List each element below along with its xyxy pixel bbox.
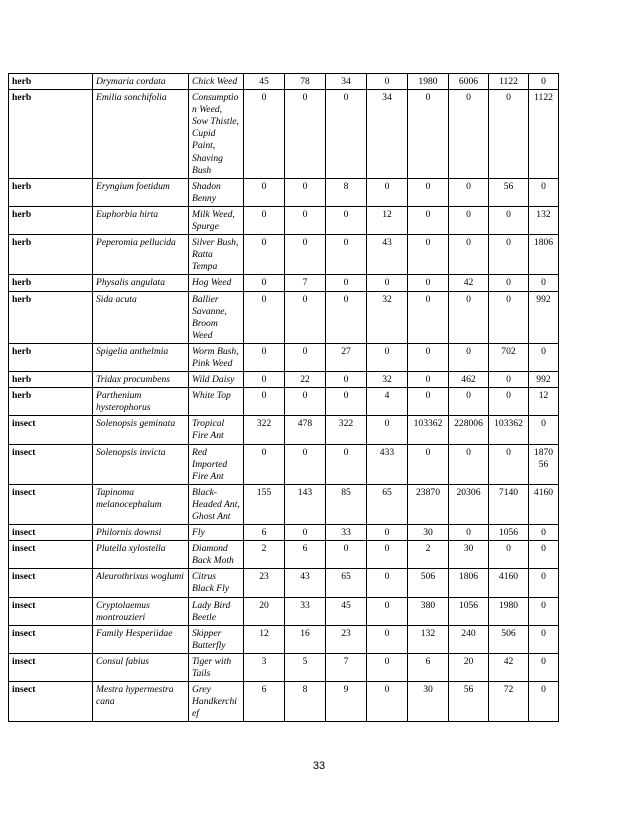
- value-cell: 0: [489, 541, 529, 569]
- table-body: [9, 74, 559, 722]
- table-row: [9, 275, 559, 291]
- value-cell: 0: [408, 444, 449, 484]
- table-row: [9, 372, 559, 388]
- value-cell: 0: [244, 235, 285, 275]
- value-cell: 43: [367, 235, 408, 275]
- value-cell: 23870: [408, 484, 449, 524]
- common-name-cell: Fly: [189, 525, 244, 541]
- scientific-name-cell: Drymaria cordata: [93, 74, 189, 90]
- organism-type-cell: insect: [9, 416, 93, 444]
- value-cell: 16: [285, 625, 326, 653]
- value-cell: 0: [367, 625, 408, 653]
- value-cell: 4160: [529, 484, 559, 524]
- common-name-cell: White Top: [189, 388, 244, 416]
- scientific-name-cell: Aleurothrixus woglumi: [93, 569, 189, 597]
- scientific-name-cell: Eryngium foetidum: [93, 178, 189, 206]
- value-cell: 0: [367, 525, 408, 541]
- common-name-cell: Silver Bush, Ratta Tempa: [189, 235, 244, 275]
- scientific-name-cell: Solenopsis invicta: [93, 444, 189, 484]
- value-cell: 65: [326, 569, 367, 597]
- value-cell: 0: [285, 291, 326, 343]
- value-cell: 12: [367, 206, 408, 234]
- value-cell: 7: [326, 653, 367, 681]
- value-cell: 0: [408, 206, 449, 234]
- value-cell: 0: [367, 74, 408, 90]
- species-table: [8, 73, 559, 722]
- value-cell: 0: [529, 682, 559, 722]
- value-cell: 6: [244, 682, 285, 722]
- scientific-name-cell: Peperomia pellucida: [93, 235, 189, 275]
- value-cell: 0: [449, 388, 489, 416]
- value-cell: 0: [449, 90, 489, 179]
- common-name-cell: Lady Bird Beetle: [189, 597, 244, 625]
- value-cell: 0: [244, 343, 285, 371]
- value-cell: 0: [285, 444, 326, 484]
- value-cell: 0: [367, 541, 408, 569]
- page-number: 33: [312, 760, 326, 772]
- value-cell: 0: [449, 525, 489, 541]
- value-cell: 187056: [529, 444, 559, 484]
- value-cell: 7140: [489, 484, 529, 524]
- value-cell: 0: [529, 74, 559, 90]
- value-cell: 45: [244, 74, 285, 90]
- organism-type-cell: herb: [9, 275, 93, 291]
- value-cell: 0: [326, 275, 367, 291]
- organism-type-cell: insect: [9, 541, 93, 569]
- value-cell: 702: [489, 343, 529, 371]
- value-cell: 0: [367, 416, 408, 444]
- value-cell: 0: [367, 682, 408, 722]
- table-row: [9, 597, 559, 625]
- value-cell: 0: [285, 90, 326, 179]
- value-cell: 0: [529, 416, 559, 444]
- table-row: [9, 416, 559, 444]
- common-name-cell: Shadon Benny: [189, 178, 244, 206]
- value-cell: 20: [244, 597, 285, 625]
- value-cell: 478: [285, 416, 326, 444]
- value-cell: 132: [529, 206, 559, 234]
- value-cell: 240: [449, 625, 489, 653]
- table-row: [9, 291, 559, 343]
- scientific-name-cell: Solenopsis geminata: [93, 416, 189, 444]
- value-cell: 0: [367, 653, 408, 681]
- value-cell: 0: [326, 388, 367, 416]
- value-cell: 1122: [529, 90, 559, 179]
- value-cell: 462: [449, 372, 489, 388]
- scientific-name-cell: Family Hesperiidae: [93, 625, 189, 653]
- value-cell: 992: [529, 291, 559, 343]
- value-cell: 0: [489, 90, 529, 179]
- scientific-name-cell: Emilia sonchifolia: [93, 90, 189, 179]
- table-row: [9, 388, 559, 416]
- scientific-name-cell: Philornis downsi: [93, 525, 189, 541]
- table-row: [9, 541, 559, 569]
- value-cell: 5: [285, 653, 326, 681]
- value-cell: 0: [408, 343, 449, 371]
- organism-type-cell: herb: [9, 206, 93, 234]
- scientific-name-cell: Consul fabius: [93, 653, 189, 681]
- value-cell: 27: [326, 343, 367, 371]
- value-cell: 0: [285, 525, 326, 541]
- value-cell: 42: [449, 275, 489, 291]
- scientific-name-cell: Tridax procumbens: [93, 372, 189, 388]
- value-cell: 1980: [408, 74, 449, 90]
- value-cell: 506: [408, 569, 449, 597]
- table-row: [9, 625, 559, 653]
- value-cell: 103362: [489, 416, 529, 444]
- value-cell: 0: [529, 525, 559, 541]
- table-row: [9, 90, 559, 179]
- value-cell: 0: [489, 372, 529, 388]
- value-cell: 0: [489, 206, 529, 234]
- organism-type-cell: insect: [9, 597, 93, 625]
- table-row: [9, 206, 559, 234]
- common-name-cell: Wild Daisy: [189, 372, 244, 388]
- value-cell: 0: [449, 206, 489, 234]
- value-cell: 6: [244, 525, 285, 541]
- value-cell: 42: [489, 653, 529, 681]
- value-cell: 103362: [408, 416, 449, 444]
- value-cell: 0: [326, 372, 367, 388]
- value-cell: 30: [408, 682, 449, 722]
- organism-type-cell: insect: [9, 484, 93, 524]
- value-cell: 33: [326, 525, 367, 541]
- organism-type-cell: herb: [9, 372, 93, 388]
- value-cell: 0: [326, 541, 367, 569]
- common-name-cell: Tropical Fire Ant: [189, 416, 244, 444]
- value-cell: 0: [244, 388, 285, 416]
- value-cell: 0: [449, 291, 489, 343]
- value-cell: 0: [489, 444, 529, 484]
- table-row: [9, 569, 559, 597]
- value-cell: 0: [408, 388, 449, 416]
- organism-type-cell: herb: [9, 291, 93, 343]
- value-cell: 0: [529, 625, 559, 653]
- common-name-cell: Diamond Back Moth: [189, 541, 244, 569]
- value-cell: 34: [326, 74, 367, 90]
- scientific-name-cell: Physalis angulata: [93, 275, 189, 291]
- value-cell: 0: [367, 597, 408, 625]
- value-cell: 0: [449, 235, 489, 275]
- value-cell: 992: [529, 372, 559, 388]
- common-name-cell: Red Imported Fire Ant: [189, 444, 244, 484]
- value-cell: 0: [326, 235, 367, 275]
- table-row: [9, 74, 559, 90]
- value-cell: 0: [449, 343, 489, 371]
- value-cell: 56: [489, 178, 529, 206]
- value-cell: 12: [244, 625, 285, 653]
- value-cell: 0: [489, 235, 529, 275]
- value-cell: 143: [285, 484, 326, 524]
- value-cell: 1806: [449, 569, 489, 597]
- value-cell: 0: [408, 275, 449, 291]
- value-cell: 0: [244, 206, 285, 234]
- table-row: [9, 235, 559, 275]
- common-name-cell: Worm Bush, Pink Weed: [189, 343, 244, 371]
- value-cell: 0: [285, 235, 326, 275]
- value-cell: 0: [285, 343, 326, 371]
- table-row: [9, 178, 559, 206]
- value-cell: 22: [285, 372, 326, 388]
- value-cell: 1980: [489, 597, 529, 625]
- value-cell: 0: [244, 291, 285, 343]
- scientific-name-cell: Plutella xylostella: [93, 541, 189, 569]
- value-cell: 2: [244, 541, 285, 569]
- scientific-name-cell: Cryptolaemus montrouzieri: [93, 597, 189, 625]
- organism-type-cell: insect: [9, 444, 93, 484]
- organism-type-cell: herb: [9, 74, 93, 90]
- value-cell: 0: [408, 178, 449, 206]
- scientific-name-cell: Parthenium hysterophorus: [93, 388, 189, 416]
- value-cell: 0: [244, 372, 285, 388]
- common-name-cell: Citrus Black Fly: [189, 569, 244, 597]
- value-cell: 45: [326, 597, 367, 625]
- organism-type-cell: insect: [9, 525, 93, 541]
- value-cell: 0: [244, 90, 285, 179]
- value-cell: 0: [367, 569, 408, 597]
- value-cell: 1122: [489, 74, 529, 90]
- common-name-cell: Consumption Weed, Sow Thistle, Cupid Paint, Shaving Bush: [189, 90, 244, 179]
- common-name-cell: Skipper Butterfly: [189, 625, 244, 653]
- value-cell: 0: [367, 275, 408, 291]
- value-cell: 12: [529, 388, 559, 416]
- value-cell: 0: [529, 275, 559, 291]
- value-cell: 0: [529, 178, 559, 206]
- value-cell: 0: [326, 90, 367, 179]
- value-cell: 0: [449, 178, 489, 206]
- table-row: [9, 682, 559, 722]
- value-cell: 322: [244, 416, 285, 444]
- common-name-cell: Chick Weed: [189, 74, 244, 90]
- value-cell: 380: [408, 597, 449, 625]
- organism-type-cell: herb: [9, 343, 93, 371]
- value-cell: 0: [285, 178, 326, 206]
- value-cell: 0: [367, 178, 408, 206]
- common-name-cell: Grey Handkerchief: [189, 682, 244, 722]
- common-name-cell: Tiger with Tails: [189, 653, 244, 681]
- value-cell: 322: [326, 416, 367, 444]
- table-row: [9, 343, 559, 371]
- organism-type-cell: insect: [9, 682, 93, 722]
- value-cell: 8: [285, 682, 326, 722]
- value-cell: 0: [489, 388, 529, 416]
- value-cell: 43: [285, 569, 326, 597]
- value-cell: 4: [367, 388, 408, 416]
- value-cell: 0: [285, 388, 326, 416]
- value-cell: 1056: [489, 525, 529, 541]
- organism-type-cell: insect: [9, 569, 93, 597]
- value-cell: 433: [367, 444, 408, 484]
- value-cell: 8: [326, 178, 367, 206]
- organism-type-cell: herb: [9, 90, 93, 179]
- value-cell: 0: [529, 653, 559, 681]
- scientific-name-cell: Euphorbia hirta: [93, 206, 189, 234]
- value-cell: 4160: [489, 569, 529, 597]
- table-row: [9, 525, 559, 541]
- value-cell: 23: [244, 569, 285, 597]
- organism-type-cell: herb: [9, 235, 93, 275]
- table-row: [9, 653, 559, 681]
- value-cell: 0: [367, 343, 408, 371]
- value-cell: 32: [367, 291, 408, 343]
- value-cell: 0: [529, 343, 559, 371]
- common-name-cell: Black-Headed Ant, Ghost Ant: [189, 484, 244, 524]
- value-cell: 0: [408, 372, 449, 388]
- scientific-name-cell: Mestra hypermestra cana: [93, 682, 189, 722]
- organism-type-cell: insect: [9, 653, 93, 681]
- value-cell: 0: [408, 90, 449, 179]
- value-cell: 0: [529, 597, 559, 625]
- value-cell: 7: [285, 275, 326, 291]
- value-cell: 0: [244, 275, 285, 291]
- table-row: [9, 484, 559, 524]
- value-cell: 0: [449, 444, 489, 484]
- value-cell: 23: [326, 625, 367, 653]
- value-cell: 0: [244, 444, 285, 484]
- value-cell: 9: [326, 682, 367, 722]
- value-cell: 0: [529, 569, 559, 597]
- value-cell: 85: [326, 484, 367, 524]
- organism-type-cell: herb: [9, 178, 93, 206]
- value-cell: 6: [408, 653, 449, 681]
- common-name-cell: Milk Weed, Spurge: [189, 206, 244, 234]
- value-cell: 32: [367, 372, 408, 388]
- value-cell: 0: [326, 444, 367, 484]
- value-cell: 1806: [529, 235, 559, 275]
- value-cell: 72: [489, 682, 529, 722]
- common-name-cell: Hog Weed: [189, 275, 244, 291]
- value-cell: 0: [244, 178, 285, 206]
- value-cell: 20: [449, 653, 489, 681]
- value-cell: 30: [449, 541, 489, 569]
- scientific-name-cell: Tapinoma melanocephalum: [93, 484, 189, 524]
- value-cell: 33: [285, 597, 326, 625]
- value-cell: 132: [408, 625, 449, 653]
- value-cell: 56: [449, 682, 489, 722]
- value-cell: 3: [244, 653, 285, 681]
- value-cell: 1056: [449, 597, 489, 625]
- value-cell: 0: [285, 206, 326, 234]
- value-cell: 506: [489, 625, 529, 653]
- organism-type-cell: herb: [9, 388, 93, 416]
- value-cell: 0: [326, 206, 367, 234]
- value-cell: 20306: [449, 484, 489, 524]
- value-cell: 155: [244, 484, 285, 524]
- value-cell: 0: [529, 541, 559, 569]
- value-cell: 78: [285, 74, 326, 90]
- value-cell: 0: [326, 291, 367, 343]
- value-cell: 0: [489, 275, 529, 291]
- value-cell: 30: [408, 525, 449, 541]
- common-name-cell: Ballier Savanne, Broom Weed: [189, 291, 244, 343]
- value-cell: 2: [408, 541, 449, 569]
- value-cell: 0: [408, 235, 449, 275]
- value-cell: 0: [408, 291, 449, 343]
- table-row: [9, 444, 559, 484]
- scientific-name-cell: Spigelia anthelmia: [93, 343, 189, 371]
- value-cell: 6: [285, 541, 326, 569]
- value-cell: 65: [367, 484, 408, 524]
- value-cell: 6006: [449, 74, 489, 90]
- value-cell: 0: [489, 291, 529, 343]
- organism-type-cell: insect: [9, 625, 93, 653]
- scientific-name-cell: Sida acuta: [93, 291, 189, 343]
- value-cell: 34: [367, 90, 408, 179]
- value-cell: 228006: [449, 416, 489, 444]
